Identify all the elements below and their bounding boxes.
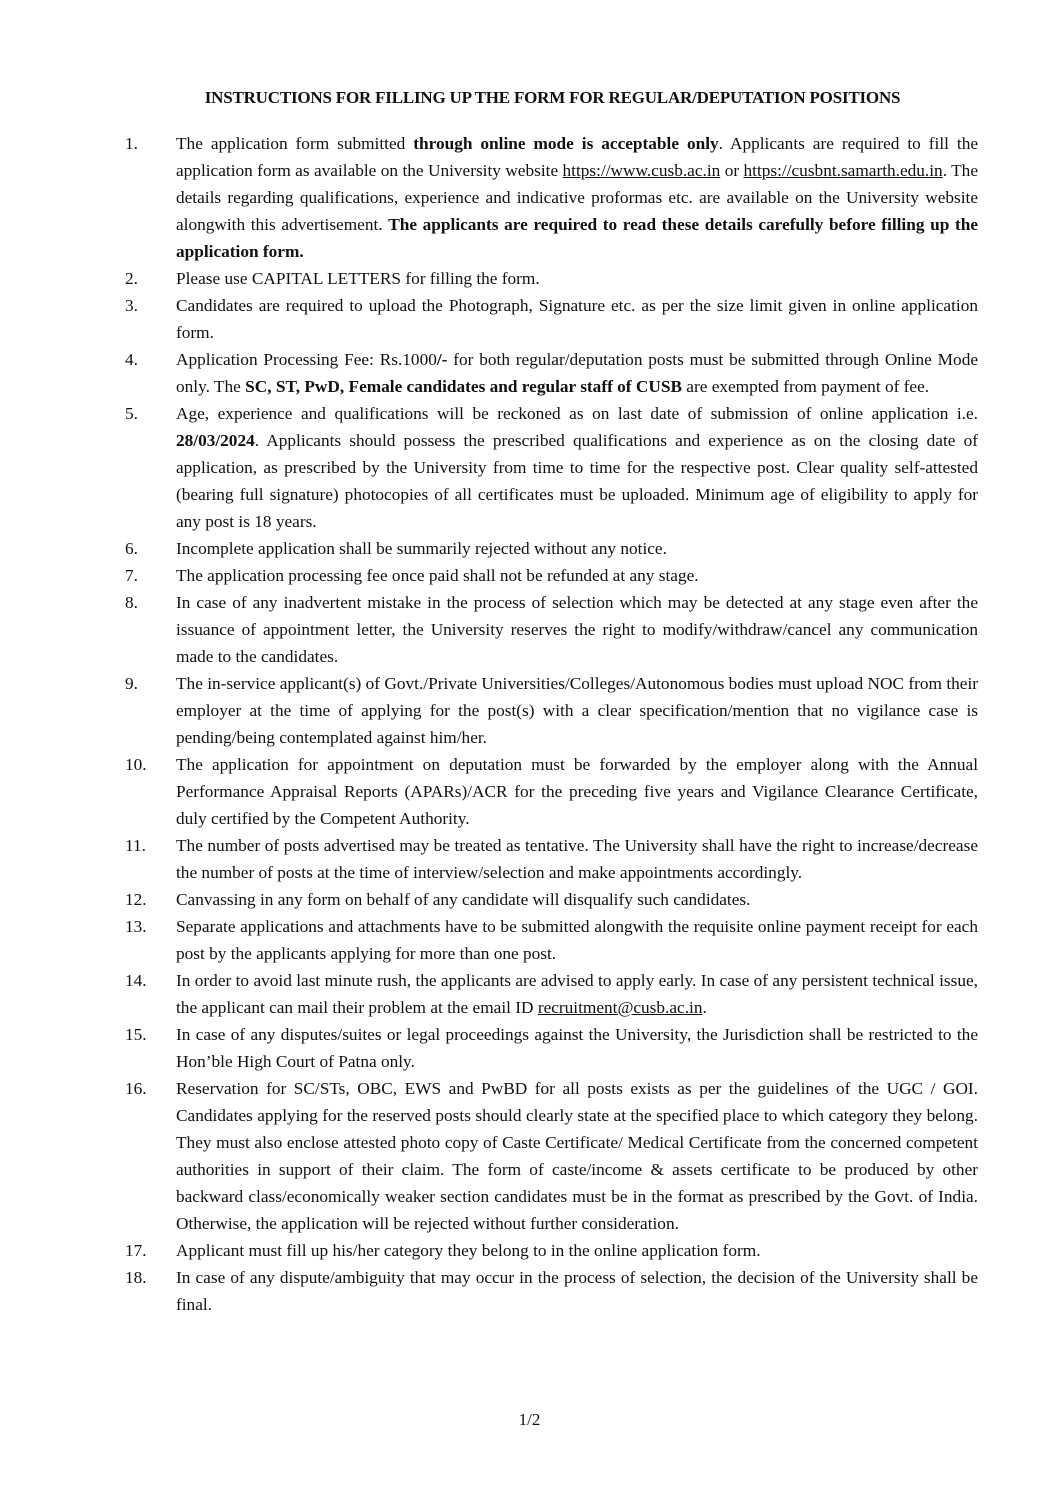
item-number: 8. (125, 593, 138, 612)
item-text: The in-service applicant(s) of Govt./Private Universities/Colleges/Autonomous bodies must upload NOC from their employer at the time of applying for the post(s) with a clear specification/mention that no vigilance case is pending/being contemplated against him/her. (176, 674, 978, 747)
website-link-cusb[interactable]: https://www.cusb.ac.in (562, 161, 721, 180)
item-number: 10. (125, 755, 147, 774)
website-link-samarth[interactable]: https://cusbnt.samarth.edu.in (743, 161, 943, 180)
list-item-9 (125, 670, 978, 751)
item-text: The application processing fee once paid shall not be refunded at any stage. (176, 566, 699, 585)
item-number: 12. (125, 890, 147, 909)
item-number: 14. (125, 971, 147, 990)
list-item-8 (125, 589, 978, 670)
list-item-4 (125, 346, 978, 400)
list-item-16 (125, 1075, 978, 1237)
bold-text-run: The applicants are required to read these details carefully before filling up the application form. (176, 215, 978, 261)
text-run: Application Processing Fee: Rs.1000 (176, 350, 437, 369)
email-link[interactable]: recruitment@cusb.ac.in (537, 998, 703, 1017)
item-text (176, 400, 978, 535)
list-item-3 (125, 292, 978, 346)
item-text: Separate applications and attachments have to be submitted alongwith the requisite online payment receipt for each post by the applicants applying for more than one post. (176, 917, 978, 963)
item-text: Reservation for SC/STs, OBC, EWS and PwBD for all posts exists as per the guidelines of the UGC / GOI. Candidates applying for the reserved posts should clearly state at the specified place to which category they belong. They must also enclose attested photo copy of Caste Certificate/ Medical Certificate from the concerned competent authorities in support of their claim. The form of caste/income & assets certificate to be produced by other backward class/economically weaker section candidates must be in the format as prescribed by the Govt. of India. Otherwise, the application will be rejected without further consideration. (176, 1079, 978, 1233)
item-number: 11. (125, 836, 146, 855)
item-text (176, 967, 978, 1021)
text-run: . Applicants should possess the prescribed qualifications and experience as on the closing date of application, as prescribed by the University from time to time for the respective post. Clear quality self-attested (bearing full signature) photocopies of all certificates must be uploaded. Minimum age of eligibility to apply for any post is 18 years. (176, 431, 978, 531)
text-run: . Applicants are required to fill the application form as available on the University website (176, 134, 979, 180)
page-number: 1/2 (518, 1410, 541, 1429)
page-title: INSTRUCTIONS FOR FILLING UP THE FORM FOR REGULAR/DEPUTATION POSITIONS (204, 88, 901, 107)
text-run: or (720, 161, 744, 180)
bold-text-run: SC, ST, PwD, Female candidates and regular staff of CUSB (245, 377, 682, 396)
item-text: The application for appointment on deputation must be forwarded by the employer along with the Annual Performance Appraisal Reports (APARs)/ACR for the preceding five years and Vigilance Clearance Certificate, duly certified by the Competent Authority. (176, 755, 978, 828)
item-number: 1. (125, 134, 138, 153)
item-number: 4. (125, 350, 138, 369)
list-item-1 (125, 130, 978, 265)
text-run: . The details regarding qualifications, experience and indicative proformas etc. are available on the University website alongwith this advertisement. (176, 161, 978, 234)
list-item-5 (125, 400, 978, 535)
item-text (176, 346, 978, 400)
item-number: 18. (125, 1268, 147, 1287)
list-item-10 (125, 751, 978, 832)
list-item-2 (125, 265, 978, 292)
bold-text-run: 28/03/2024 (176, 431, 255, 450)
list-item-17 (125, 1237, 978, 1264)
list-item-14 (125, 967, 978, 1021)
item-text: Please use CAPITAL LETTERS for filling the form. (176, 269, 540, 288)
item-number: 7. (125, 566, 138, 585)
item-text (176, 130, 978, 265)
item-text: Canvassing in any form on behalf of any candidate will disqualify such candidates. (176, 890, 751, 909)
item-text: In case of any inadvertent mistake in the process of selection which may be detected at any stage even after the issuance of appointment letter, the University reserves the right to modify/withdraw/cancel any communication made to the candidates. (176, 593, 978, 666)
item-number: 3. (125, 296, 138, 315)
item-number: 6. (125, 539, 138, 558)
text-run: . (702, 998, 707, 1017)
item-text: The number of posts advertised may be treated as tentative. The University shall have the right to increase/decrease the number of posts at the time of interview/selection and make appointments accordingly. (176, 836, 978, 882)
item-text: Candidates are required to upload the Photograph, Signature etc. as per the size limit given in online application form. (176, 296, 978, 342)
list-item-12 (125, 886, 978, 913)
list-item-15 (125, 1021, 978, 1075)
item-number: 2. (125, 269, 138, 288)
list-item-7 (125, 562, 978, 589)
text-run: In order to avoid last minute rush, the applicants are advised to apply early. In case of any persistent technical issue, the applicant can mail their problem at the email ID (176, 971, 978, 1017)
text-run: The application form submitted (176, 134, 414, 153)
text-run: Age, experience and qualifications will be reckoned as on last date of submission of online application i.e. (176, 404, 978, 423)
text-run: for both regular/deputation posts must be submitted through Online Mode only. The (176, 350, 979, 396)
instructions-list (125, 130, 978, 1318)
list-item-18 (125, 1264, 978, 1318)
item-number: 17. (125, 1241, 147, 1260)
item-number: 9. (125, 674, 138, 693)
item-text: In case of any disputes/suites or legal proceedings against the University, the Jurisdiction shall be restricted to the Hon’ble High Court of Patna only. (176, 1025, 978, 1071)
list-item-13 (125, 913, 978, 967)
list-item-6 (125, 535, 978, 562)
bold-text-run: through online mode is acceptable only (413, 134, 719, 153)
list-item-11 (125, 832, 978, 886)
item-number: 13. (125, 917, 147, 936)
item-text: Incomplete application shall be summarily rejected without any notice. (176, 539, 667, 558)
item-text: In case of any dispute/ambiguity that may occur in the process of selection, the decision of the University shall be final. (176, 1268, 978, 1314)
text-run: are exempted from payment of fee. (681, 377, 930, 396)
item-number: 16. (125, 1079, 147, 1098)
bold-text-run: /- (436, 350, 448, 369)
item-text: Applicant must fill up his/her category they belong to in the online application form. (176, 1241, 761, 1260)
item-number: 5. (125, 404, 138, 423)
item-number: 15. (125, 1025, 147, 1044)
